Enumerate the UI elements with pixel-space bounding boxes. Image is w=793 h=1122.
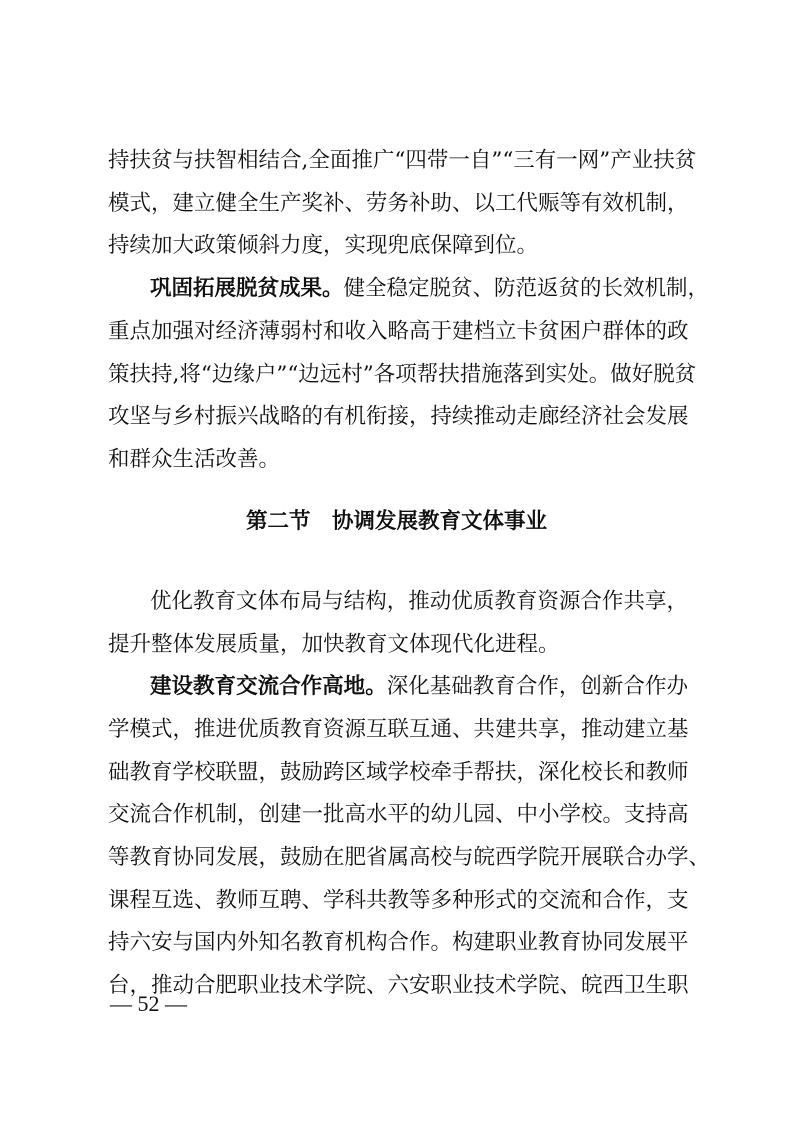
paragraph-2-bold-lead: 巩固拓展脱贫成果。 (150, 276, 344, 301)
section-heading: 第二节 协调发展教育文体事业 (245, 509, 547, 534)
paragraph-2-line-5: 和群众生活改善。 (108, 447, 281, 472)
paragraph-2-line-4: 攻坚与乡村振兴战略的有机衔接，持续推动走廊经济社会发展 (108, 404, 689, 429)
paragraph-3-line-2: 提升整体发展质量，加快教育文体现代化进程。 (108, 632, 560, 657)
paragraph-2-line-3: 策扶持,将“边缘户”“边远村”各项帮扶措施落到实处。做好脱贫 (108, 362, 697, 387)
paragraph-4-line-8: 台，推动合肥职业技术学院、六安职业技术学院、皖西卫生职 (108, 973, 689, 998)
paragraph-3-line-1: 优化教育文体布局与结构，推动优质教育资源合作共享， (150, 589, 688, 614)
paragraph-1-line-2: 模式，建立健全生产奖补、劳务补助、以工代赈等有效机制， (108, 191, 689, 216)
paragraph-4-line-6: 课程互选、教师互聘、学科共教等多种形式的交流和合作，支 (108, 888, 689, 913)
paragraph-4-line-3: 础教育学校联盟，鼓励跨区域学校牵手帮扶，深化校长和教师 (108, 760, 689, 785)
paragraph-1-line-3: 持续加大政策倾斜力度，实现兜底保障到位。 (108, 233, 539, 258)
paragraph-4-line-5: 等教育协同发展，鼓励在肥省属高校与皖西学院开展联合办学、 (108, 845, 711, 870)
paragraph-4-line-4: 交流合作机制，创建一批高水平的幼儿园、中小学校。支持高 (108, 802, 689, 827)
paragraph-4-line-1 (150, 673, 688, 701)
paragraph-4-line-2: 学模式，推进优质教育资源互联互通、共建共享，推动建立基 (108, 717, 689, 742)
paragraph-2-line-1-text: 健全稳定脱贫、防范返贫的长效机制， (343, 276, 710, 301)
paragraph-2-line-1 (150, 275, 710, 303)
paragraph-2-line-2: 重点加强对经济薄弱村和收入略高于建档立卡贫困户群体的政 (108, 319, 689, 344)
paragraph-4-line-1-text: 深化基础教育合作，创新合作办 (386, 674, 688, 699)
page-number: — 52 — (110, 991, 187, 1016)
paragraph-4-line-7: 持六安与国内外知名教育机构合作。构建职业教育协同发展平 (108, 930, 689, 955)
paragraph-4-bold-lead: 建设教育交流合作高地。 (150, 674, 387, 699)
paragraph-1-line-1: 持扶贫与扶智相结合,全面推广“四带一自”“三有一网”产业扶贫 (108, 148, 697, 173)
